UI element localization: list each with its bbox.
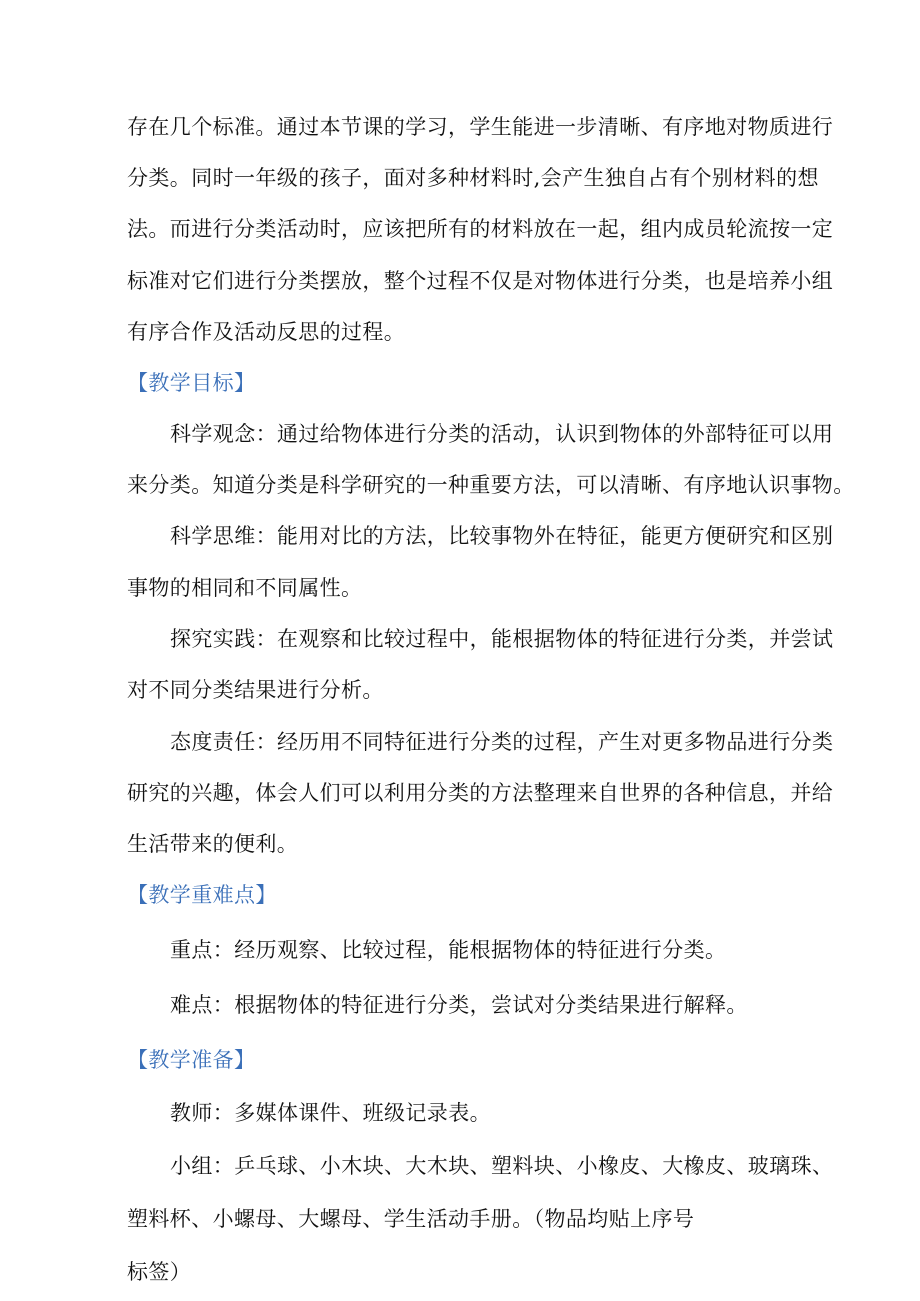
objective-science-concept-line-1: 科学观念：通过给物体进行分类的活动，认识到物体的外部特征可以用 — [170, 422, 834, 446]
preparation-group-line-3: 标签） — [127, 1260, 192, 1284]
objective-attitude-line-2: 研究的兴趣，体会人们可以利用分类的方法整理来自世界的各种信息，并给 — [127, 781, 834, 805]
objective-science-thinking-line-1: 科学思维：能用对比的方法，比较事物外在特征，能更方便研究和区别 — [170, 524, 834, 548]
key-point-focus: 重点：经历观察、比较过程，能根据物体的特征进行分类。 — [170, 938, 727, 962]
preparation-teacher: 教师：多媒体课件、班级记录表。 — [170, 1101, 491, 1125]
preparation-group-line-2: 塑料杯、小螺母、大螺母、学生活动手册。（物品均贴上序号 — [127, 1207, 695, 1231]
intro-line-4: 标准对它们进行分类摆放，整个过程不仅是对物体进行分类，也是培养小组 — [127, 269, 834, 293]
key-point-difficulty: 难点：根据物体的特征进行分类，尝试对分类结果进行解释。 — [170, 993, 748, 1017]
objective-attitude-line-3: 生活带来的便利。 — [127, 832, 299, 856]
objective-attitude-line-1: 态度责任：经历用不同特征进行分类的过程，产生对更多物品进行分类 — [170, 730, 834, 754]
heading-key-points: 【教学重难点】 — [127, 883, 277, 907]
intro-line-2: 分类。同时一年级的孩子，面对多种材料时,会产生独自占有个别材料的想 — [127, 166, 819, 190]
objective-inquiry-practice-line-2: 对不同分类结果进行分析。 — [127, 678, 384, 702]
objective-inquiry-practice-line-1: 探究实践：在观察和比较过程中，能根据物体的特征进行分类，并尝试 — [170, 627, 834, 651]
preparation-group-line-1: 小组：乒乓球、小木块、大木块、塑料块、小橡皮、大橡皮、玻璃珠、 — [170, 1154, 834, 1178]
intro-line-5: 有序合作及活动反思的过程。 — [127, 320, 406, 344]
heading-objectives: 【教学目标】 — [127, 371, 256, 395]
objective-science-thinking-line-2: 事物的相同和不同属性。 — [127, 576, 363, 600]
intro-line-1: 存在几个标准。通过本节课的学习，学生能进一步清晰、有序地对物质进行 — [127, 115, 834, 139]
heading-preparation: 【教学准备】 — [127, 1048, 256, 1072]
intro-line-3: 法。而进行分类活动时，应该把所有的材料放在一起，组内成员轮流按一定 — [127, 217, 834, 241]
objective-science-concept-line-2: 来分类。知道分类是科学研究的一种重要方法，可以清晰、有序地认识事物。 — [127, 473, 855, 497]
